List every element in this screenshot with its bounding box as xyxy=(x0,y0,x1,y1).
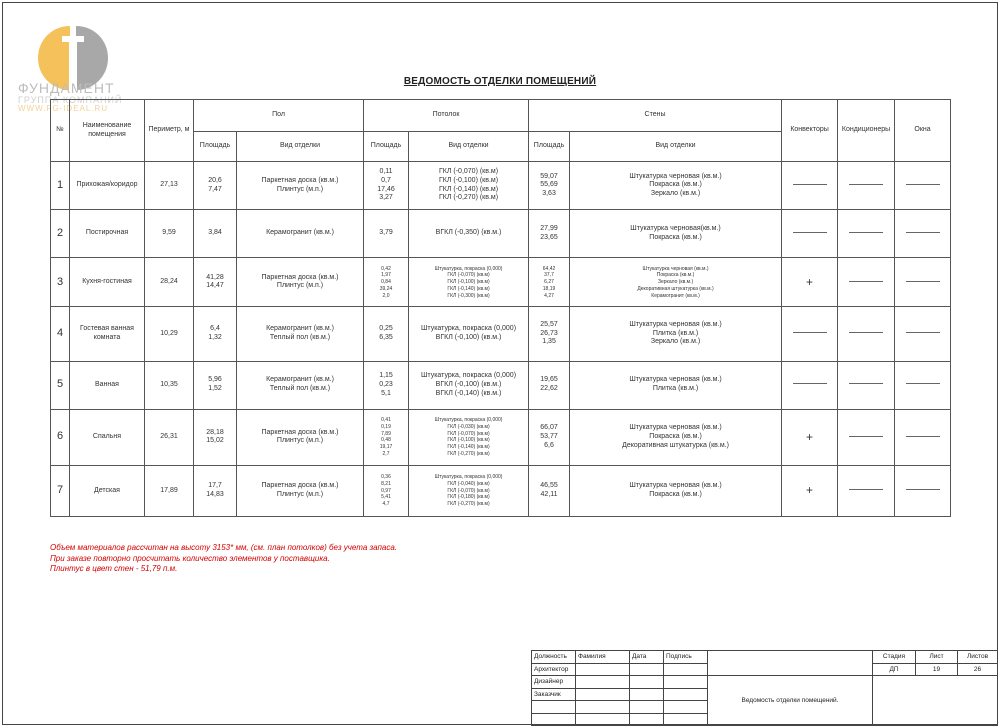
walls-finish xyxy=(570,409,782,465)
cell-line: 0,19 xyxy=(381,423,391,430)
floor-area xyxy=(194,258,237,307)
walls-area xyxy=(529,162,570,210)
table-row xyxy=(51,465,951,516)
room-perimeter: 17,89 xyxy=(145,465,194,516)
floor-area xyxy=(194,162,237,210)
header-windows: Окна xyxy=(895,100,951,162)
empty-dash xyxy=(849,232,883,233)
cell-line: 59,07 xyxy=(540,172,558,180)
cell-line: ГКЛ (-0,140) (кв.м) xyxy=(438,185,499,193)
cell-line: 4,27 xyxy=(544,292,554,299)
room-name: Кухня-гостиная xyxy=(70,258,145,307)
cell-line: 55,69 xyxy=(540,181,558,189)
room-perimeter: 27,13 xyxy=(145,162,194,210)
conditioners-cell xyxy=(838,307,895,361)
cell-line: 22,62 xyxy=(540,385,558,393)
cell-line: Штукатурка черновая (кв.м.) xyxy=(629,482,722,490)
floor-area xyxy=(194,210,237,258)
table-row xyxy=(51,210,951,258)
stamp-role-architect: Архитектор xyxy=(532,663,576,676)
cell-line: 0,48 xyxy=(381,437,391,444)
header-walls-finish: Вид отделки xyxy=(570,132,782,162)
note-line: Объем материалов рассчитан на высоту 3153* мм, (см. план потолков) без учета запаса. xyxy=(50,543,398,552)
cell-line: 5,1 xyxy=(381,389,391,397)
convectors-cell xyxy=(782,210,838,258)
cell-line: Декоративная штукатурка (кв.м.) xyxy=(622,441,729,449)
cell-line: 1,97 xyxy=(381,272,391,279)
table-row xyxy=(51,162,951,210)
cell-line: 7,47 xyxy=(208,185,222,193)
header-walls: Стены xyxy=(529,100,782,132)
cell-line: 25,57 xyxy=(540,320,558,328)
walls-area xyxy=(529,361,570,409)
cell-line: Паркетная доска (кв.м.) xyxy=(261,273,339,281)
cell-line: ВГКЛ (-0,100) (кв.м.) xyxy=(435,334,502,342)
cell-line: 0,36 xyxy=(381,474,391,481)
cell-line: Штукатурка, покраска (0,000) xyxy=(421,372,517,379)
cell-line: Керамогранит (кв.м.) xyxy=(266,376,334,384)
room-num: 2 xyxy=(51,210,70,258)
stamp-col-date: Дата xyxy=(630,651,664,664)
plus-mark: + xyxy=(806,429,814,444)
cell-line: 66,07 xyxy=(540,424,558,432)
cell-line: 17,46 xyxy=(377,185,395,193)
empty-dash xyxy=(849,332,883,333)
ceiling-area xyxy=(364,465,409,516)
ceiling-finish xyxy=(409,409,529,465)
cell-line: 0,42 xyxy=(381,265,391,272)
header-floor-finish: Вид отделки xyxy=(237,132,364,162)
cell-line: 0,7 xyxy=(381,176,391,184)
empty-dash xyxy=(849,489,883,490)
cell-line: ГКЛ (-0,270) (кв.м) xyxy=(447,501,490,508)
header-ceiling-finish: Вид отделки xyxy=(409,132,529,162)
cell-line: Плинтус (м.п.) xyxy=(276,185,324,193)
empty-dash xyxy=(906,281,940,282)
conditioners-cell xyxy=(838,258,895,307)
cell-line: 1,35 xyxy=(542,338,556,346)
cell-line: 20,6 xyxy=(208,176,222,184)
cell-line: ГКЛ (-0,100) (кв.м) xyxy=(438,176,499,184)
cell-line: 6,35 xyxy=(379,334,393,342)
room-perimeter: 10,29 xyxy=(145,307,194,361)
cell-line: ГКЛ (-0,270) (кв.м) xyxy=(447,450,490,457)
empty-dash xyxy=(906,232,940,233)
cell-line: Паркетная доска (кв.м.) xyxy=(261,482,339,490)
ceiling-area xyxy=(364,258,409,307)
walls-area xyxy=(529,409,570,465)
note-line: При заказе повторно просчитать количество элементов у поставщика. xyxy=(50,553,330,563)
room-name: Ванная xyxy=(70,361,145,409)
table-row xyxy=(51,409,951,465)
cell-line: ГКЛ (-0,300) (кв.м) xyxy=(447,292,490,299)
cell-line: ГКЛ (-0,070) (кв.м) xyxy=(447,487,490,494)
empty-dash xyxy=(906,489,940,490)
cell-line: Штукатурка черновая (кв.м.) xyxy=(629,376,722,384)
floor-finish xyxy=(237,307,364,361)
cell-line: 3,84 xyxy=(208,229,222,237)
plus-mark: + xyxy=(806,483,814,498)
ceiling-finish xyxy=(409,162,529,210)
cell-line: ГКЛ (-0,140) (кв.м) xyxy=(447,285,490,292)
notes-block xyxy=(50,543,397,575)
cell-line: Керамогранит (кв.м.) xyxy=(266,229,334,237)
windows-cell xyxy=(895,465,951,516)
floor-area xyxy=(194,465,237,516)
cell-line: 14,83 xyxy=(206,490,224,498)
cell-line: 19,65 xyxy=(540,376,558,384)
stamp-sheets-label: Листов xyxy=(958,651,998,664)
conditioners-cell xyxy=(838,210,895,258)
walls-finish xyxy=(570,361,782,409)
stamp-project-cell xyxy=(708,651,873,676)
convectors-cell xyxy=(782,162,838,210)
page-title: ВЕДОМОСТЬ ОТДЕЛКИ ПОМЕЩЕНИЙ xyxy=(403,76,597,87)
cell-line: ГКЛ (-0,270) (кв.м) xyxy=(438,194,499,202)
empty-dash xyxy=(906,332,940,333)
cell-line: 4,7 xyxy=(382,501,390,508)
cell-line: Керамогранит (кв.м.) xyxy=(651,292,700,299)
cell-line: 0,41 xyxy=(381,417,391,423)
cell-line: Декоративная штукатурка (кв.м.) xyxy=(637,285,714,292)
table-row xyxy=(51,307,951,361)
floor-finish xyxy=(237,409,364,465)
empty-dash xyxy=(906,184,940,185)
ceiling-finish xyxy=(409,361,529,409)
walls-area xyxy=(529,307,570,361)
cell-line: ГКЛ (-0,180) (кв.м) xyxy=(447,494,490,501)
convectors-cell xyxy=(782,361,838,409)
logo-name: ФУНДАМЕНТ xyxy=(18,80,115,96)
cell-line: Паркетная доска (кв.м.) xyxy=(261,176,339,184)
empty-dash xyxy=(906,383,940,384)
stamp-role-designer: Дизайнер xyxy=(532,676,576,689)
cell-line: 19,17 xyxy=(379,444,393,450)
cell-line: 41,28 xyxy=(206,273,224,281)
cell-line: Штукатурка, покраска (0,000) xyxy=(434,474,503,481)
cell-line: ГКЛ (-0,100) (кв.м) xyxy=(447,437,490,444)
cell-line: Покраска (кв.м.) xyxy=(649,181,702,189)
room-perimeter: 10,35 xyxy=(145,361,194,409)
cell-line: 8,21 xyxy=(381,480,391,487)
cell-line: 2,7 xyxy=(382,450,390,457)
note-line: Плинтус в цвет стен - 51,79 п.м. xyxy=(50,564,178,573)
room-name: Гостевая ванная комната xyxy=(70,307,145,361)
room-num: 7 xyxy=(51,465,70,516)
walls-finish xyxy=(570,465,782,516)
room-num: 1 xyxy=(51,162,70,210)
cell-line: Зеркало (кв.м.) xyxy=(657,279,694,286)
stamp-col-position: Должность xyxy=(532,651,576,664)
room-name: Прихожая/коридор xyxy=(70,162,145,210)
cell-line: 7,89 xyxy=(381,430,391,437)
header-floor-area: Площадь xyxy=(194,132,237,162)
cell-line: ВГКЛ (-0,140) (кв.м.) xyxy=(435,389,502,397)
cell-line: Штукатурка, покраска (0,000) xyxy=(434,265,503,272)
header-walls-area: Площадь xyxy=(529,132,570,162)
ceiling-finish xyxy=(409,465,529,516)
cell-line: Плитка (кв.м.) xyxy=(652,329,699,337)
cell-line: Зеркало (кв.м.) xyxy=(650,190,701,198)
cell-line: 6,27 xyxy=(544,279,554,286)
title-block xyxy=(531,650,998,726)
windows-cell xyxy=(895,409,951,465)
cell-line: 1,52 xyxy=(208,385,222,393)
cell-line: Теплый пол (кв.м.) xyxy=(269,334,331,342)
cell-line: Штукатурка черновая (кв.м.) xyxy=(629,172,722,180)
windows-cell xyxy=(895,361,951,409)
cell-line: Штукатурка, покраска (0,000) xyxy=(434,417,503,423)
cell-line: Теплый пол (кв.м.) xyxy=(269,385,331,393)
header-floor: Пол xyxy=(194,100,364,132)
cell-line: Плинтус (м.п.) xyxy=(276,490,324,498)
cell-line: 3,79 xyxy=(379,229,393,237)
walls-finish xyxy=(570,258,782,307)
room-perimeter: 28,24 xyxy=(145,258,194,307)
convectors-cell xyxy=(782,465,838,516)
stamp-sheets: 26 xyxy=(958,663,998,676)
cell-line: ГКЛ (-0,070) (кв.м) xyxy=(438,168,499,176)
ceiling-area xyxy=(364,409,409,465)
cell-line: 37,7 xyxy=(544,272,554,279)
empty-dash xyxy=(906,436,940,437)
room-name: Спальня xyxy=(70,409,145,465)
floor-finish xyxy=(237,210,364,258)
cell-line: Штукатурка черновая(кв.м.) xyxy=(630,225,721,233)
empty-dash xyxy=(793,332,827,333)
room-name: Постирочная xyxy=(70,210,145,258)
stamp-sheet: 19 xyxy=(916,663,958,676)
cell-line: Штукатурка, покраска (0,000) xyxy=(421,325,517,333)
header-name: Наименование помещения xyxy=(70,100,145,162)
conditioners-cell xyxy=(838,465,895,516)
logo-url[interactable]: WWW.FG-IDEAL.RU xyxy=(18,104,109,113)
empty-dash xyxy=(849,184,883,185)
cell-line: 0,97 xyxy=(381,487,391,494)
cell-line: 0,23 xyxy=(379,380,393,388)
empty-dash xyxy=(793,383,827,384)
floor-finish xyxy=(237,258,364,307)
cell-line: ГКЛ (-0,070) (кв.м) xyxy=(447,430,490,437)
cell-line: Покраска (кв.м.) xyxy=(649,490,702,498)
cell-line: 3,63 xyxy=(542,190,556,198)
cell-line: Паркетная доска (кв.м.) xyxy=(261,428,339,436)
cell-line: Штукатурка черновая (кв.м.) xyxy=(629,424,722,432)
ceiling-finish xyxy=(409,210,529,258)
stamp-col-signature: Подпись xyxy=(664,651,708,664)
cell-line: 64,42 xyxy=(542,265,556,272)
cell-line: Покраска (кв.м.) xyxy=(656,272,695,279)
cell-line: 23,65 xyxy=(540,233,558,241)
ceiling-area xyxy=(364,361,409,409)
cell-line: ВГКЛ (-0,100) (кв.м.) xyxy=(435,380,502,388)
cell-line: ВГКЛ (-0,350) (кв.м.) xyxy=(435,229,502,237)
cell-line: 0,25 xyxy=(379,325,393,333)
cell-line: 26,73 xyxy=(540,329,558,337)
cell-line: Керамогранит (кв.м.) xyxy=(266,325,334,333)
cell-line: Штукатурка черновая (кв.м.) xyxy=(642,265,709,272)
cell-line: ГКЛ (-0,030) (кв.м) xyxy=(447,423,490,430)
cell-line: Плинтус (м.п.) xyxy=(276,282,324,290)
finishing-table xyxy=(50,99,951,517)
cell-line: 53,77 xyxy=(540,432,558,440)
floor-finish xyxy=(237,361,364,409)
ceiling-area xyxy=(364,162,409,210)
logo-subtitle: ГРУППА КОМПАНИЙ xyxy=(18,95,123,105)
cell-line: 42,11 xyxy=(540,490,558,498)
cell-line: Штукатурка черновая (кв.м.) xyxy=(629,320,722,328)
header-perimeter: Периметр, м xyxy=(145,100,194,162)
ceiling-area xyxy=(364,210,409,258)
empty-dash xyxy=(849,281,883,282)
ceiling-finish xyxy=(409,307,529,361)
cell-line: 46,55 xyxy=(540,482,558,490)
cell-line: 6,4 xyxy=(210,325,220,333)
stamp-doc-title: Ведомость отделки помещений. xyxy=(708,676,873,726)
ceiling-area xyxy=(364,307,409,361)
stamp-col-surname: Фамилия xyxy=(576,651,630,664)
walls-area xyxy=(529,210,570,258)
cell-line: Покраска (кв.м.) xyxy=(649,432,702,440)
cell-line: 5,41 xyxy=(381,494,391,501)
cell-line: ГКЛ (-0,070) (кв.м) xyxy=(447,272,490,279)
stamp-role-customer: Заказчик xyxy=(532,688,576,701)
room-num: 5 xyxy=(51,361,70,409)
cell-line: ГКЛ (-0,040) (кв.м) xyxy=(447,480,490,487)
cell-line: 0,84 xyxy=(381,279,391,286)
conditioners-cell xyxy=(838,162,895,210)
cell-line: 5,96 xyxy=(208,376,222,384)
cell-line: 17,7 xyxy=(208,482,222,490)
plus-mark: + xyxy=(806,274,814,289)
floor-area xyxy=(194,409,237,465)
cell-line: 0,11 xyxy=(379,168,393,176)
windows-cell xyxy=(895,210,951,258)
room-num: 3 xyxy=(51,258,70,307)
empty-dash xyxy=(849,436,883,437)
cell-line: Зеркало (кв.м.) xyxy=(650,338,701,346)
room-num: 6 xyxy=(51,409,70,465)
empty-dash xyxy=(793,232,827,233)
cell-line: 15,02 xyxy=(206,437,224,445)
room-perimeter: 9,59 xyxy=(145,210,194,258)
cell-line: 1,15 xyxy=(379,372,393,379)
room-name: Детская xyxy=(70,465,145,516)
empty-dash xyxy=(793,184,827,185)
cell-line: 27,99 xyxy=(540,225,558,233)
header-convectors: Конвекторы xyxy=(782,100,838,162)
cell-line: 18,19 xyxy=(542,285,556,292)
header-ceiling-area: Площадь xyxy=(364,132,409,162)
cell-line: 1,32 xyxy=(208,334,222,342)
ceiling-finish xyxy=(409,258,529,307)
empty-dash xyxy=(849,383,883,384)
convectors-cell xyxy=(782,409,838,465)
cell-line: Плинтус (м.п.) xyxy=(276,437,324,445)
stamp-stage-label: Стадия xyxy=(873,651,916,664)
windows-cell xyxy=(895,162,951,210)
walls-finish xyxy=(570,210,782,258)
cell-line: 2,0 xyxy=(382,292,390,299)
cell-line: ГКЛ (-0,140) (кв.м) xyxy=(447,444,490,450)
cell-line: 14,47 xyxy=(206,282,224,290)
windows-cell xyxy=(895,258,951,307)
cell-line: ГКЛ (-0,100) (кв.м) xyxy=(447,279,490,286)
room-perimeter: 26,31 xyxy=(145,409,194,465)
convectors-cell xyxy=(782,258,838,307)
room-num: 4 xyxy=(51,307,70,361)
conditioners-cell xyxy=(838,409,895,465)
walls-area xyxy=(529,465,570,516)
floor-area xyxy=(194,307,237,361)
table-row xyxy=(51,361,951,409)
walls-area xyxy=(529,258,570,307)
stamp-stage: ДП xyxy=(873,663,916,676)
cell-line: 39,24 xyxy=(379,285,393,292)
floor-finish xyxy=(237,162,364,210)
table-row xyxy=(51,258,951,307)
cell-line: 6,6 xyxy=(544,441,554,449)
header-conditioners: Кондиционеры xyxy=(838,100,895,162)
cell-line: 3,27 xyxy=(379,194,393,202)
floor-area xyxy=(194,361,237,409)
convectors-cell xyxy=(782,307,838,361)
conditioners-cell xyxy=(838,361,895,409)
cell-line: Покраска (кв.м.) xyxy=(649,233,702,241)
stamp-sheet-label: Лист xyxy=(916,651,958,664)
windows-cell xyxy=(895,307,951,361)
stamp-company-cell xyxy=(873,676,998,726)
walls-finish xyxy=(570,307,782,361)
walls-finish xyxy=(570,162,782,210)
cell-line: Плитка (кв.м.) xyxy=(652,385,699,393)
header-ceiling: Потолок xyxy=(364,100,529,132)
cell-line: 28,18 xyxy=(206,428,224,436)
header-num: № xyxy=(51,100,70,162)
floor-finish xyxy=(237,465,364,516)
